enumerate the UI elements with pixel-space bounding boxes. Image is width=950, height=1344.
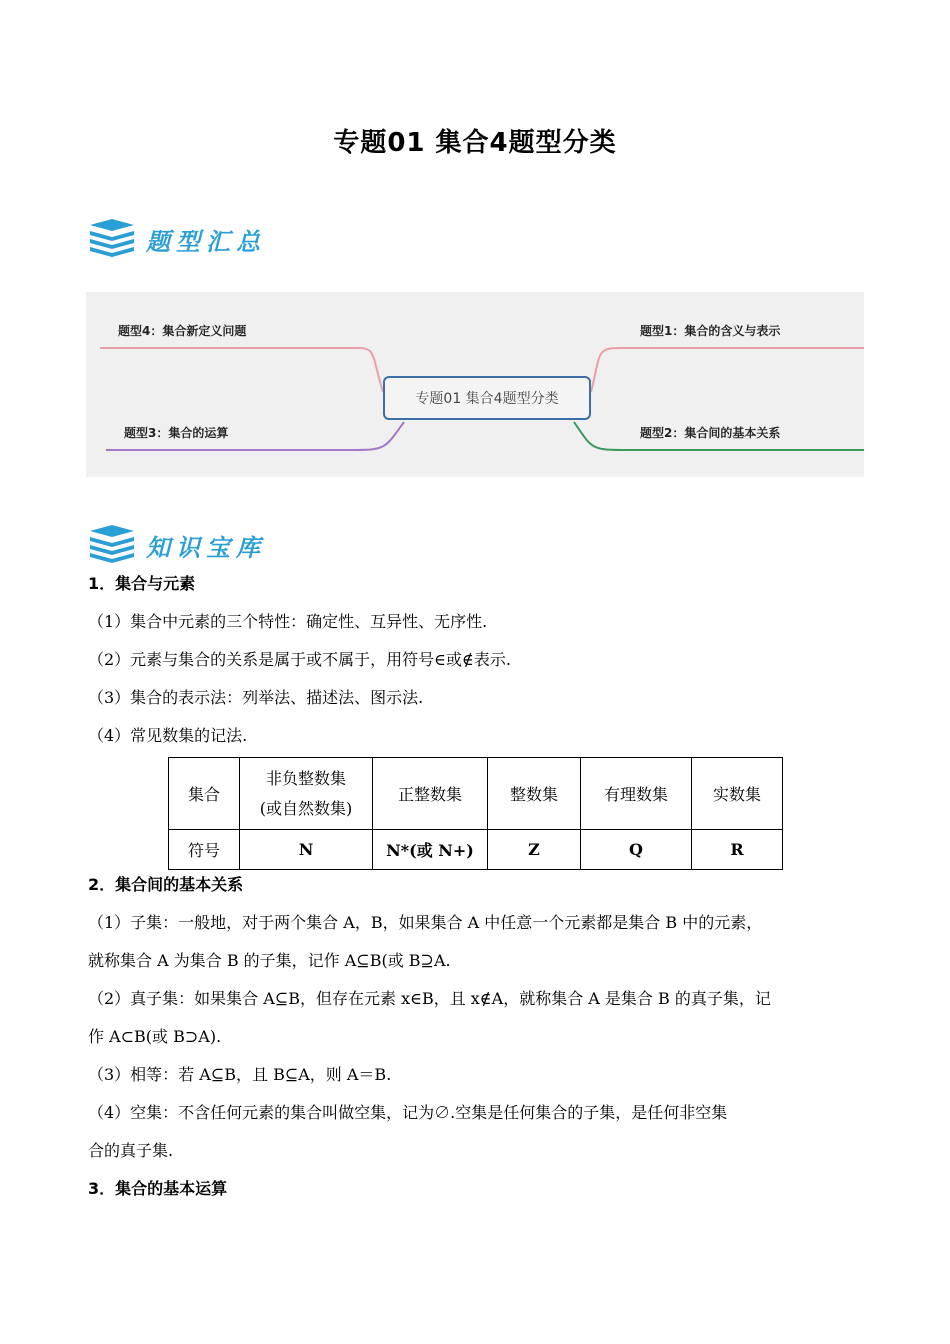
section-3-heading: 3．集合的基本运算 bbox=[88, 1179, 228, 1198]
table-cell: 整数集 bbox=[488, 758, 581, 830]
section-2-p4b: 合的真子集. bbox=[88, 1141, 174, 1160]
page-title: 专题01 集合4题型分类 bbox=[333, 128, 617, 158]
table-cell: Q bbox=[581, 830, 692, 870]
section-1-p4: （4）常见数集的记法. bbox=[88, 726, 248, 745]
table-cell: 符号 bbox=[169, 830, 240, 870]
section-2-p1a: （1）子集：一般地，对于两个集合 A，B，如果集合 A 中任意一个元素都是集合 B 中的元素， bbox=[88, 913, 763, 932]
section-2-p2a: （2）真子集：如果集合 A⊆B，但存在元素 x∈B，且 x∉A，就称集合 A 是集合 B 的真子集，记 bbox=[88, 989, 771, 1008]
table-cell: N*(或 N+) bbox=[373, 830, 488, 870]
summary-banner-label: 题型汇总 bbox=[146, 227, 266, 256]
section-2 bbox=[88, 866, 878, 1208]
section-2-p1b: 就称集合 A 为集合 B 的子集，记作 A⊆B(或 B⊇A. bbox=[88, 951, 451, 970]
mindmap bbox=[86, 292, 864, 477]
section-1-p2: （2）元素与集合的关系是属于或不属于，用符号∈或∉表示. bbox=[88, 650, 511, 669]
section-1-p3: （3）集合的表示法：列举法、描述法、图示法. bbox=[88, 688, 424, 707]
section-1-p1: （1）集合中元素的三个特性：确定性、互异性、无序性. bbox=[88, 612, 488, 631]
knowledge-banner-label: 知识宝库 bbox=[146, 533, 266, 562]
section-2-heading: 2．集合间的基本关系 bbox=[88, 875, 244, 894]
table-row bbox=[169, 830, 783, 870]
table-cell: 实数集 bbox=[692, 758, 783, 830]
table-row bbox=[169, 758, 783, 830]
table-cell: R bbox=[692, 830, 783, 870]
books-icon bbox=[88, 217, 136, 261]
mindmap-branch-1: 题型1：集合的含义与表示 bbox=[640, 324, 781, 338]
table-cell-line: (或自然数集) bbox=[259, 798, 353, 818]
table-cell: Z bbox=[488, 830, 581, 870]
number-sets-table bbox=[168, 757, 783, 870]
section-2-p2b: 作 A⊂B(或 B⊃A). bbox=[88, 1027, 222, 1046]
knowledge-banner bbox=[88, 520, 266, 570]
mindmap-branch-3: 题型3：集合的运算 bbox=[124, 426, 229, 440]
mindmap-branch-4: 题型4：集合新定义问题 bbox=[118, 324, 247, 338]
table-cell bbox=[240, 758, 373, 830]
mindmap-branch-2: 题型2：集合间的基本关系 bbox=[640, 426, 781, 440]
table-cell-line: 非负整数集 bbox=[265, 768, 346, 788]
summary-banner bbox=[88, 214, 266, 264]
section-2-p3: （3）相等：若 A⊆B，且 B⊆A，则 A＝B. bbox=[88, 1065, 392, 1084]
table-cell: 正整数集 bbox=[373, 758, 488, 830]
section-1-heading: 1．集合与元素 bbox=[88, 574, 196, 593]
section-2-p4a: （4）空集：不含任何元素的集合叫做空集，记为∅.空集是任何集合的子集，是任何非空集 bbox=[88, 1103, 728, 1122]
books-icon bbox=[88, 523, 136, 567]
mindmap-center: 专题01 集合4题型分类 bbox=[383, 376, 591, 420]
table-cell: 集合 bbox=[169, 758, 240, 830]
table-cell: 有理数集 bbox=[581, 758, 692, 830]
table-cell: N bbox=[240, 830, 373, 870]
section-1 bbox=[88, 565, 878, 755]
